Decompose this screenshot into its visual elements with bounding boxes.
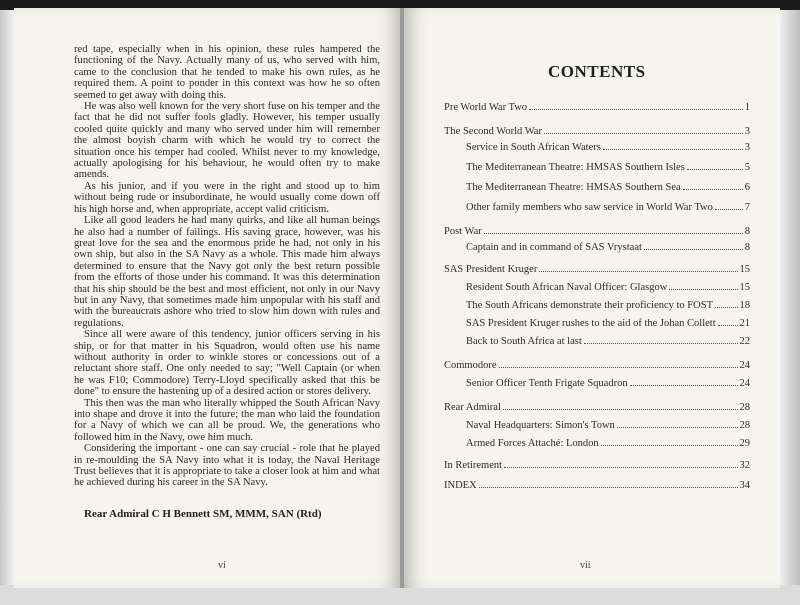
toc-entry-label: The Second World War — [444, 126, 542, 137]
toc-entry-page: 7 — [744, 202, 750, 213]
toc-entry-page: 15 — [739, 282, 750, 293]
toc-leader-dots — [584, 334, 738, 344]
toc-leader-dots — [603, 140, 743, 150]
paragraph: He was also well known for the very short fuse on his temper and the fact that he did not suffer fools gladly. However, his temper usually cooled quite quickly and many who served under him will remember the almost boyish charm with which he would try to correct the situation once his temper had cooled. Whilst never to my knowledge, actually apologising for his behaviour, he would often try to make amends. — [74, 101, 380, 181]
toc-entry — [466, 140, 750, 154]
toc-entry-page: 21 — [739, 318, 750, 329]
right-book-edge — [780, 10, 800, 585]
toc-entry — [466, 436, 750, 450]
toc-entry-label: Post War — [444, 226, 482, 237]
toc-leader-dots — [715, 200, 743, 210]
paragraph: As his junior, and if you were in the right and stood up to him without being rude or insubordinate, he would usually come down off his high horse and, when appropriate, accept valid criticism. — [74, 180, 380, 215]
toc-leader-dots — [499, 358, 738, 368]
toc-entry-label: Service in South African Waters — [466, 142, 601, 153]
toc-entry — [466, 180, 750, 194]
toc-entry-page: 1 — [744, 102, 750, 113]
toc-entry-label: In Retirement — [444, 460, 503, 471]
toc-entry-page: 28 — [739, 402, 750, 413]
toc-entry-label: Back to South Africa at last — [466, 336, 582, 347]
toc-entry — [444, 358, 750, 372]
toc-entry-label: Other family members who saw service in World War Two — [466, 202, 713, 213]
paragraph: Considering the important - one can say crucial - role that he played in re-moulding the SA Navy into what it is today, the Naval Heritage Trust believes that it is appropriate to take a closer look at him and what he achieved during his career in the SA Navy. — [74, 443, 380, 489]
left-book-edge — [0, 10, 14, 585]
toc-entry — [466, 418, 750, 432]
toc-leader-dots — [683, 180, 743, 190]
toc-entry — [466, 240, 750, 254]
toc-entry-page: 22 — [739, 336, 750, 347]
toc-entry — [466, 280, 750, 294]
left-page-body — [74, 44, 380, 489]
toc-entry-label: SAS President Kruger — [444, 264, 538, 275]
toc-entry-label: Armed Forces Attaché: London — [466, 438, 599, 449]
toc-leader-dots — [617, 418, 738, 428]
toc-entry-label: Captain and in command of SAS Vrystaat — [466, 242, 642, 253]
paragraph: Like all good leaders he had many quirks, and like all human beings he also had a number of failings. His saving grace, however, was his great love for the sea and the enormous pride he had, not only in his own ship, but also in the SA Navy as a whole. This made him always determined to ensure that the Navy got only the best return possible from the efforts of those under his command. It was this determination that his ship should be the best and most efficient, not only in our Navy but in any Navy, that sometimes made him unpopular with his staff and with the bureaucrats ashore who tried to slow him down with rules and regulations. — [74, 215, 380, 329]
toc-leader-dots — [687, 160, 743, 170]
toc-entry-page: 6 — [744, 182, 750, 193]
toc-entry — [466, 298, 750, 312]
toc-leader-dots — [529, 100, 743, 110]
toc-entry-page: 18 — [739, 300, 750, 311]
toc-entry-label: Senior Officer Tenth Frigate Squadron — [466, 378, 628, 389]
toc-entry — [466, 200, 750, 214]
toc-entry-label: Rear Admiral — [444, 402, 501, 413]
toc-entry-page: 3 — [744, 126, 750, 137]
right-page-number: vii — [580, 560, 591, 571]
toc-leader-dots — [544, 124, 743, 134]
toc-entry-page: 15 — [739, 264, 750, 275]
toc-entry-page: 8 — [744, 226, 750, 237]
toc-entry-label: Naval Headquarters: Simon's Town — [466, 420, 615, 431]
toc-entry-label: SAS President Kruger rushes to the aid of the Johan Collett — [466, 318, 716, 329]
toc-entry — [466, 160, 750, 174]
toc-entry-page: 3 — [744, 142, 750, 153]
toc-leader-dots — [503, 400, 738, 410]
toc-entry-page: 32 — [739, 460, 750, 471]
toc-entry-label: INDEX — [444, 480, 477, 491]
toc-leader-dots — [504, 458, 737, 468]
book-gutter — [400, 8, 404, 588]
toc-leader-dots — [718, 316, 738, 326]
toc-entry-page: 34 — [739, 480, 750, 491]
toc-entry-page: 28 — [739, 420, 750, 431]
toc-entry-label: Commodore — [444, 360, 497, 371]
toc-leader-dots — [479, 478, 738, 488]
toc-entry-label: Resident South African Naval Officer: Glasgow — [466, 282, 668, 293]
toc-entry — [466, 376, 750, 390]
toc-entry-page: 29 — [739, 438, 750, 449]
toc-leader-dots — [630, 376, 738, 386]
toc-leader-dots — [601, 436, 738, 446]
toc-entry-label: Pre World War Two — [444, 102, 528, 113]
toc-entry-page: 5 — [744, 162, 750, 173]
toc-leader-dots — [644, 240, 743, 250]
paragraph: This then was the man who literally whipped the South African Navy into shape and drove it into the future; the man who laid the foundation for a Navy of which we can all be proud. We, the generations who followed him in the Navy, owe him much. — [74, 397, 380, 443]
toc-entry — [466, 334, 750, 348]
toc-leader-dots — [669, 280, 737, 290]
toc-leader-dots — [484, 224, 743, 234]
toc-entry — [444, 478, 750, 492]
contents-title: CONTENTS — [548, 62, 646, 81]
toc-entry — [466, 316, 750, 330]
toc-entry — [444, 458, 750, 472]
signature-line: Rear Admiral C H Bennett SM, MMM, SAN (Rtd) — [84, 508, 322, 520]
toc-entry — [444, 224, 750, 238]
toc-entry-label: The Mediterranean Theatre: HMSAS Southern Isles — [466, 162, 685, 173]
toc-entry-label: The Mediterranean Theatre: HMSAS Southern Sea — [466, 182, 681, 193]
left-page-number: vi — [218, 560, 226, 571]
toc-entry-page: 24 — [739, 378, 750, 389]
toc-entry-page: 24 — [739, 360, 750, 371]
paragraph: red tape, especially when in his opinion, these rules hampered the functioning of the Navy. Actually many of us, who served with him, came to the conclusion that he tended to make his own rules, as he required them. A point to ponder in this context was how he so often seemed to get away with doing this. — [74, 44, 380, 101]
toc-leader-dots — [715, 298, 738, 308]
toc-entry — [444, 262, 750, 276]
toc-leader-dots — [539, 262, 737, 272]
toc-entry — [444, 100, 750, 114]
paragraph: Since all were aware of this tendency, junior officers serving in his ship, or for that matter in his Squadron, would often use his name without authority in order to winkle stores or concessions out of a reluctant shore staff. One only needed to say; "Well Captain (or when he was F10; Commodore) Terry-Lloyd specifically asked that this be done" to ensure the hastening up of a desired action or stores delivery. — [74, 329, 380, 398]
toc-entry — [444, 124, 750, 138]
toc-entry-label: The South Africans demonstrate their proficiency to FOST — [466, 300, 713, 311]
toc-entry-page: 8 — [744, 242, 750, 253]
toc-entry — [444, 400, 750, 414]
